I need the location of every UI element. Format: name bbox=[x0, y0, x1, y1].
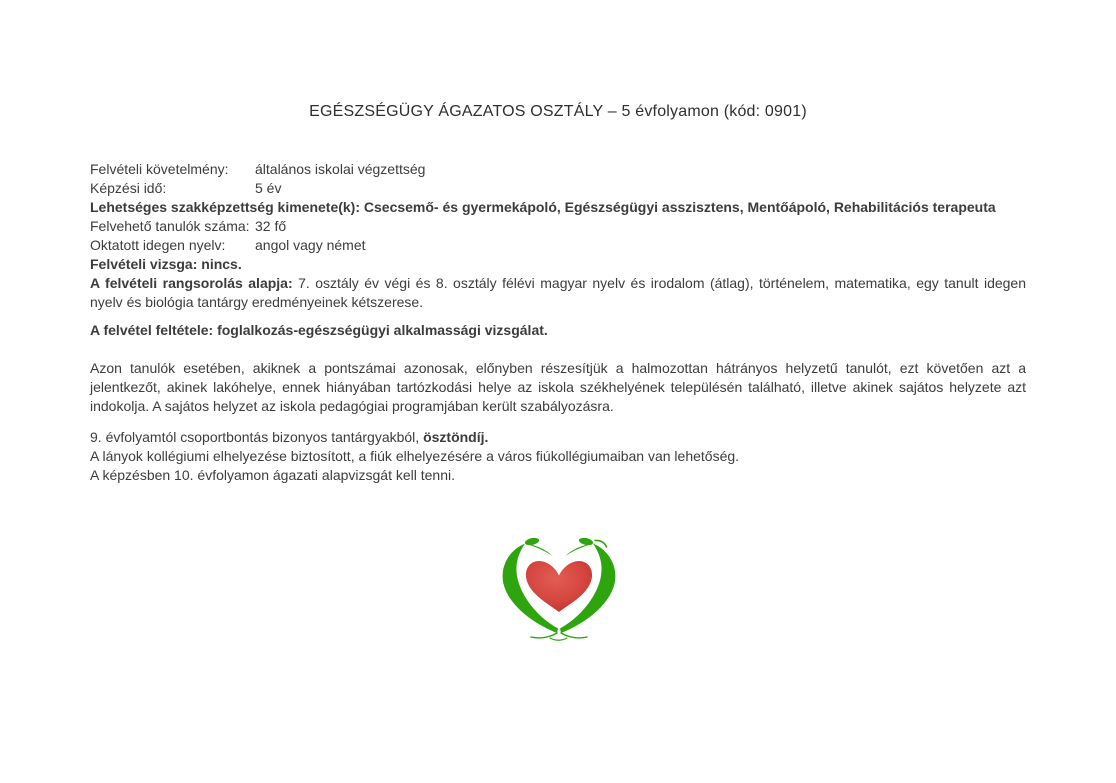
field-admission-requirement bbox=[90, 160, 1026, 179]
field-foreign-language bbox=[90, 236, 1026, 255]
green-right-arm bbox=[565, 544, 593, 557]
grade9-scholarship: ösztöndíj. bbox=[423, 429, 489, 445]
entrance-exam-line: Felvételi vizsga: nincs. bbox=[90, 256, 242, 272]
field-value: angol vagy német bbox=[255, 237, 366, 253]
grade9-text: 9. évfolyamtól csoportbontás bizonyos tantárgyakból, bbox=[90, 429, 424, 445]
field-student-count bbox=[90, 217, 1026, 236]
field-label: Képzési idő: bbox=[90, 180, 167, 196]
green-bottom-tail-left bbox=[531, 633, 557, 638]
green-right-head bbox=[578, 537, 593, 547]
ranking-rest: 7. osztály év végi és 8. osztály félévi magyar nyelv és irodalom (átlag), történelem, matematika, egy tanult idegen nyelv és biológia tantárgy eredményeinek kétszerese. bbox=[90, 275, 1026, 310]
document-body bbox=[90, 160, 1026, 485]
equal-points-paragraph: Azon tanulók esetében, akiknek a pontszámai azonosak, előnyben részesítjük a halmozottan hátrányos helyzetű tanulót, ezt követően azt a jelentkezőt, akinek lakóhelye, ennek hiányában tartózkodási helye az iskola székhelyének településén található, illetve akinek sajátos helyzete azt indokolja. A sajátos helyzet az iskola pedagógiai programjában került szabályozásra. bbox=[90, 360, 1026, 414]
green-left-arm bbox=[525, 544, 553, 557]
field-label: Felvehető tanulók száma: bbox=[90, 218, 250, 234]
ranking-lead: A felvételi rangsorolás alapja: bbox=[90, 275, 293, 291]
heart-embrace-logo-icon bbox=[491, 536, 626, 642]
basic-exam-line: A képzésben 10. évfolyamon ágazati alapvizsgát kell tenni. bbox=[90, 467, 456, 483]
field-label: Oktatott idegen nyelv: bbox=[90, 237, 226, 253]
school-logo bbox=[0, 536, 1116, 642]
field-value: 5 év bbox=[255, 180, 282, 196]
field-value: 32 fő bbox=[255, 218, 287, 234]
page-title: EGÉSZSÉGÜGY ÁGAZATOS OSZTÁLY – 5 évfolyamon (kód: 0901) bbox=[309, 103, 807, 120]
green-left-head bbox=[524, 537, 539, 547]
field-label: Felvételi követelmény: bbox=[90, 161, 229, 177]
green-bottom-tail-right bbox=[561, 633, 587, 638]
red-heart-shape bbox=[525, 561, 591, 612]
field-training-duration bbox=[90, 179, 1026, 198]
qualifications-line: Lehetséges szakképzettség kimenete(k): Csecsemő- és gyermekápoló, Egészségügyi asszisztens, Mentőápoló, Rehabilitációs terapeuta bbox=[90, 199, 996, 215]
field-value: általános iskolai végzettség bbox=[255, 161, 426, 177]
admission-condition-line: A felvétel feltétele: foglalkozás-egészségügyi alkalmassági vizsgálat. bbox=[90, 322, 548, 338]
grade9-line bbox=[90, 428, 1026, 447]
green-bottom-curl bbox=[550, 638, 567, 640]
dormitory-line: A lányok kollégiumi elhelyezése biztosított, a fiúk elhelyezésére a város fiúkollégiumaiban van lehetőség. bbox=[90, 448, 740, 464]
ranking-paragraph bbox=[90, 274, 1026, 312]
